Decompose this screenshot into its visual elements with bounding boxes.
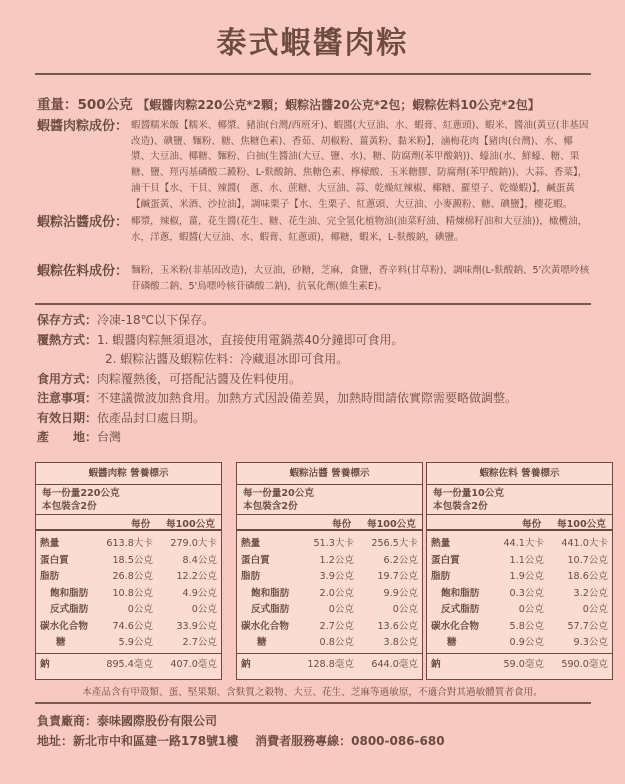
expiry-label: 有效日期： — [37, 411, 98, 425]
row-value-serving: 59.0毫克 — [503, 658, 544, 670]
ingredients-sauce-text: 椰漿，辣椒，薑，花生醬(花生、糖、花生油、完全氫化植物油(油菜籽油、精煉棉籽油和大豆油))，橄欖油，水，洋蔥，蝦醬(大豆油、水、蝦膏、紅蔥頭)，椰糖，蝦米，L-麩酸鈉，碘鹽。 — [131, 216, 588, 243]
row-value-100g: 13.6公克 — [377, 620, 418, 632]
row-value-100g: 279.0大卡 — [170, 538, 217, 549]
table-row — [36, 653, 221, 670]
row-label: 碳水化合物 — [40, 620, 88, 632]
row-value-100g: 590.0毫克 — [561, 658, 608, 670]
row-value-100g: 256.5大卡 — [371, 538, 418, 549]
table-row — [427, 616, 612, 633]
row-label: 反式脂肪 — [441, 604, 480, 615]
table-row — [237, 653, 422, 670]
eat-label: 食用方式： — [37, 372, 98, 386]
nutrition-serving — [237, 485, 422, 515]
row-label: 熱量 — [40, 538, 60, 549]
row-value-serving: 895.4毫克 — [106, 658, 153, 670]
nutrition-rows — [36, 531, 221, 669]
row-value-serving: 2.7公克 — [319, 620, 354, 632]
weight-line — [37, 93, 540, 113]
row-value-serving: 5.9公克 — [118, 637, 153, 648]
table-row — [36, 632, 221, 649]
row-label: 反式脂肪 — [50, 604, 89, 615]
row-value-serving: 51.3大卡 — [313, 538, 354, 549]
row-value-serving: 0公克 — [518, 604, 544, 615]
nutrition-columns — [427, 515, 612, 531]
servings-per-package: 本包裝含2份 — [433, 501, 488, 512]
row-value-serving: 18.5公克 — [112, 554, 153, 566]
row-value-100g: 9.9公克 — [383, 587, 418, 599]
row-label: 鈉 — [241, 658, 251, 670]
reheat-step-2: 2. 蝦粽沾醬及蝦粽佐料：冷藏退冰即可食用。 — [105, 352, 349, 366]
row-value-100g: 12.2公克 — [176, 571, 217, 582]
ingredients-sauce-label: 蝦粽沾醬成份： — [37, 215, 129, 230]
row-label: 糖 — [257, 637, 267, 648]
origin-label: 產 地： — [37, 430, 98, 444]
row-value-100g: 9.3公克 — [573, 637, 608, 648]
allergen-notice: 本產品含有甲殼類、蛋、堅果類、含麩質之穀物、大豆、花生、芝麻等過敏原，不適合對其過敏體質者食用。 — [82, 687, 543, 698]
nutrition-title: 蝦醬肉粽 營養標示 — [36, 463, 221, 485]
ingredients-sauce — [37, 214, 592, 245]
row-value-serving: 128.8毫克 — [307, 658, 354, 670]
row-value-100g: 2.7公克 — [182, 637, 217, 648]
col-per-100g: 每100公克 — [367, 519, 416, 530]
manufacturer: 負責廠商：泰味國際股份有限公司 — [37, 714, 218, 728]
reheat-row-2 — [105, 350, 348, 368]
row-value-100g: 33.9公克 — [176, 620, 217, 632]
row-label: 飽和脂肪 — [50, 587, 89, 599]
notice-label: 注意事項： — [37, 391, 98, 405]
table-row — [427, 599, 612, 616]
row-value-100g: 0公克 — [582, 604, 608, 615]
row-label: 脂肪 — [431, 571, 451, 582]
row-label: 鈉 — [40, 658, 50, 670]
table-row — [237, 599, 422, 616]
table-row — [427, 550, 612, 567]
row-value-100g: 4.9公克 — [182, 587, 217, 599]
table-row — [427, 632, 612, 649]
storage-label: 保存方式： — [37, 313, 98, 327]
row-value-serving: 0公克 — [328, 604, 354, 615]
reheat-label: 覆熱方式： — [37, 333, 98, 347]
origin-row — [37, 428, 121, 446]
divider-bottom — [35, 702, 591, 704]
reheat-step-1: 1. 蝦醬肉粽無須退冰，直接使用電鍋蒸40分鐘即可食用。 — [97, 333, 404, 347]
row-value-serving: 0.3公克 — [509, 587, 544, 599]
product-title: 泰式蝦醬肉粽 — [216, 26, 409, 61]
table-row — [237, 533, 422, 550]
divider-middle — [35, 303, 591, 305]
row-value-serving: 0.8公克 — [319, 637, 354, 648]
row-value-serving: 26.8公克 — [112, 571, 153, 582]
hotline: 消費者服務專線：0800-086-680 — [255, 734, 445, 748]
nutrition-table-zongzi — [35, 462, 222, 680]
row-value-serving: 2.0公克 — [319, 587, 354, 599]
nutrition-rows — [237, 531, 422, 669]
ingredients-topping-text: 麵粉，玉米粉(非基因改造)，大豆油，砂糖，芝麻，食鹽，香辛料(甘草粉)，調味劑(L-麩酸鈉、5'次黃嘌呤核苷磷酸二鈉、5'鳥嘌呤核苷磷酸二鈉)，抗氧化劑(維生素E)。 — [131, 265, 590, 292]
row-value-serving: 1.1公克 — [509, 554, 544, 566]
table-row — [237, 550, 422, 567]
table-row — [237, 583, 422, 600]
serving-size: 每一份量10公克 — [433, 488, 504, 499]
nutrition-serving — [427, 485, 612, 515]
nutrition-rows — [427, 531, 612, 669]
row-label: 飽和脂肪 — [441, 587, 480, 599]
eat-row — [37, 370, 301, 388]
row-value-serving: 1.9公克 — [509, 571, 544, 582]
row-value-100g: 8.4公克 — [182, 554, 217, 566]
row-label: 熱量 — [241, 538, 261, 549]
eat-value: 肉粽覆熱後，可搭配沾醬及佐料使用。 — [97, 372, 302, 386]
col-per-100g: 每100公克 — [166, 519, 215, 530]
nutrition-columns — [36, 515, 221, 531]
expiry-value: 依產品封口處日期。 — [97, 411, 206, 425]
row-label: 蛋白質 — [40, 554, 69, 566]
weight-value: 500公克 — [77, 97, 133, 113]
row-value-100g: 0公克 — [392, 604, 418, 615]
notice-row — [37, 389, 517, 407]
table-row — [237, 632, 422, 649]
table-row — [427, 566, 612, 583]
row-value-serving: 5.8公克 — [509, 620, 544, 632]
servings-per-package: 本包裝含2份 — [42, 501, 97, 512]
row-label: 碳水化合物 — [241, 620, 289, 632]
row-value-100g: 19.7公克 — [377, 571, 418, 582]
row-value-100g: 3.8公克 — [383, 637, 418, 648]
row-value-100g: 644.0毫克 — [371, 658, 418, 670]
col-per-serving: 每份 — [332, 519, 352, 530]
row-value-100g: 3.2公克 — [573, 587, 608, 599]
serving-size: 每一份量20公克 — [243, 488, 314, 499]
row-value-serving: 3.9公克 — [319, 571, 354, 582]
nutrition-table-topping — [426, 462, 613, 680]
table-row — [36, 533, 221, 550]
row-label: 碳水化合物 — [431, 620, 479, 632]
row-value-100g: 6.2公克 — [383, 554, 418, 566]
servings-per-package: 本包裝含2份 — [243, 501, 298, 512]
row-label: 糖 — [447, 637, 457, 648]
row-label: 糖 — [56, 637, 66, 648]
weight-breakdown: 【蝦醬肉粽220公克*2顆；蝦粽沾醬20公克*2包；蝦粽佐料10公克*2包】 — [137, 98, 540, 112]
table-row — [237, 566, 422, 583]
table-row — [36, 583, 221, 600]
col-per-serving: 每份 — [522, 519, 542, 530]
row-value-100g: 441.0大卡 — [561, 538, 608, 549]
row-label: 脂肪 — [241, 571, 261, 582]
table-row — [237, 616, 422, 633]
nutrition-title: 蝦粽佐料 營養標示 — [427, 463, 612, 485]
row-label: 脂肪 — [40, 571, 60, 582]
table-row — [36, 599, 221, 616]
row-value-100g: 407.0毫克 — [170, 658, 217, 670]
nutrition-serving — [36, 485, 221, 515]
ingredients-zongzi-label: 蝦醬肉粽成份： — [37, 119, 129, 134]
table-row — [36, 566, 221, 583]
row-value-100g: 18.6公克 — [567, 571, 608, 582]
ingredients-topping-label: 蝦粽佐料成份： — [37, 264, 129, 279]
address-line — [37, 732, 445, 749]
table-row — [427, 533, 612, 550]
ingredients-zongzi-text: 蝦醬糯米飯【糯米、椰漿、豬油(台灣/西班牙)、蝦醬(大豆油、水、蝦膏、紅蔥頭)、蝦米、醬油(黃豆(非基因改造)、碘鹽、麵粉、糖、焦糖色素)、香茹、胡椒粉、薑黃粉、黏米粉】，滷梅花肉【豬肉(台灣)、水、椰漿、大豆油、椰糖、麵粉、白抽(生醬油(大豆、鹽、水)、糖、防腐劑(苯甲酸鈉))、蠔油(水、鮮蠔、糖、果糖、鹽、羥丙基磷酸二澱粉、L-麩酸鈉、焦糖色素、檸檬酸、玉米糖膠、防腐劑(苯甲酸鈉))、大蒜、香菜】，滷干貝【水、干貝、辣醬( 蔥、水、蔗糖、大豆油、蒜、乾燥紅辣椒、椰糖、羅望子、乾燥蝦)】，鹹蛋黃【鹹蛋黃、米酒、沙拉油】，調味栗子【水、生栗子、紅蔥頭、大豆油、小麥澱粉、糖、碘鹽】，櫻花蝦。 — [131, 120, 589, 210]
row-value-serving: 74.6公克 — [112, 620, 153, 632]
row-value-serving: 0.9公克 — [509, 637, 544, 648]
divider-top — [35, 73, 591, 75]
storage-row — [37, 311, 214, 329]
notice-value: 不建議微波加熱食用。加熱方式因設備差異，加熱時間請依實際需要略做調整。 — [97, 391, 518, 405]
ingredients-topping — [37, 263, 592, 294]
table-row — [36, 616, 221, 633]
ingredients-zongzi — [37, 118, 592, 212]
row-value-serving: 0公克 — [127, 604, 153, 615]
weight-label: 重量： — [37, 97, 78, 113]
storage-value: 冷凍-18℃以下保存。 — [97, 313, 215, 327]
row-value-100g: 10.7公克 — [567, 554, 608, 566]
col-per-serving: 每份 — [131, 519, 151, 530]
table-row — [36, 550, 221, 567]
row-label: 蛋白質 — [241, 554, 270, 566]
row-value-100g: 0公克 — [191, 604, 217, 615]
row-value-100g: 57.7公克 — [567, 620, 608, 632]
reheat-row — [37, 331, 404, 349]
nutrition-table-sauce — [236, 462, 423, 680]
nutrition-columns — [237, 515, 422, 531]
row-label: 鈉 — [431, 658, 441, 670]
row-value-serving: 613.8大卡 — [106, 538, 153, 549]
address: 地址：新北市中和區建一路178號1樓 — [37, 734, 239, 748]
table-row — [427, 583, 612, 600]
nutrition-title: 蝦粽沾醬 營養標示 — [237, 463, 422, 485]
col-per-100g: 每100公克 — [557, 519, 606, 530]
origin-value: 台灣 — [97, 430, 122, 444]
row-label: 反式脂肪 — [251, 604, 290, 615]
row-value-serving: 44.1大卡 — [503, 538, 544, 549]
table-row — [427, 653, 612, 670]
serving-size: 每一份量220公克 — [42, 488, 120, 499]
row-label: 蛋白質 — [431, 554, 460, 566]
row-label: 飽和脂肪 — [251, 587, 290, 599]
row-value-serving: 1.2公克 — [319, 554, 354, 566]
row-value-serving: 10.8公克 — [112, 587, 153, 599]
expiry-row — [37, 409, 205, 427]
row-label: 熱量 — [431, 538, 451, 549]
